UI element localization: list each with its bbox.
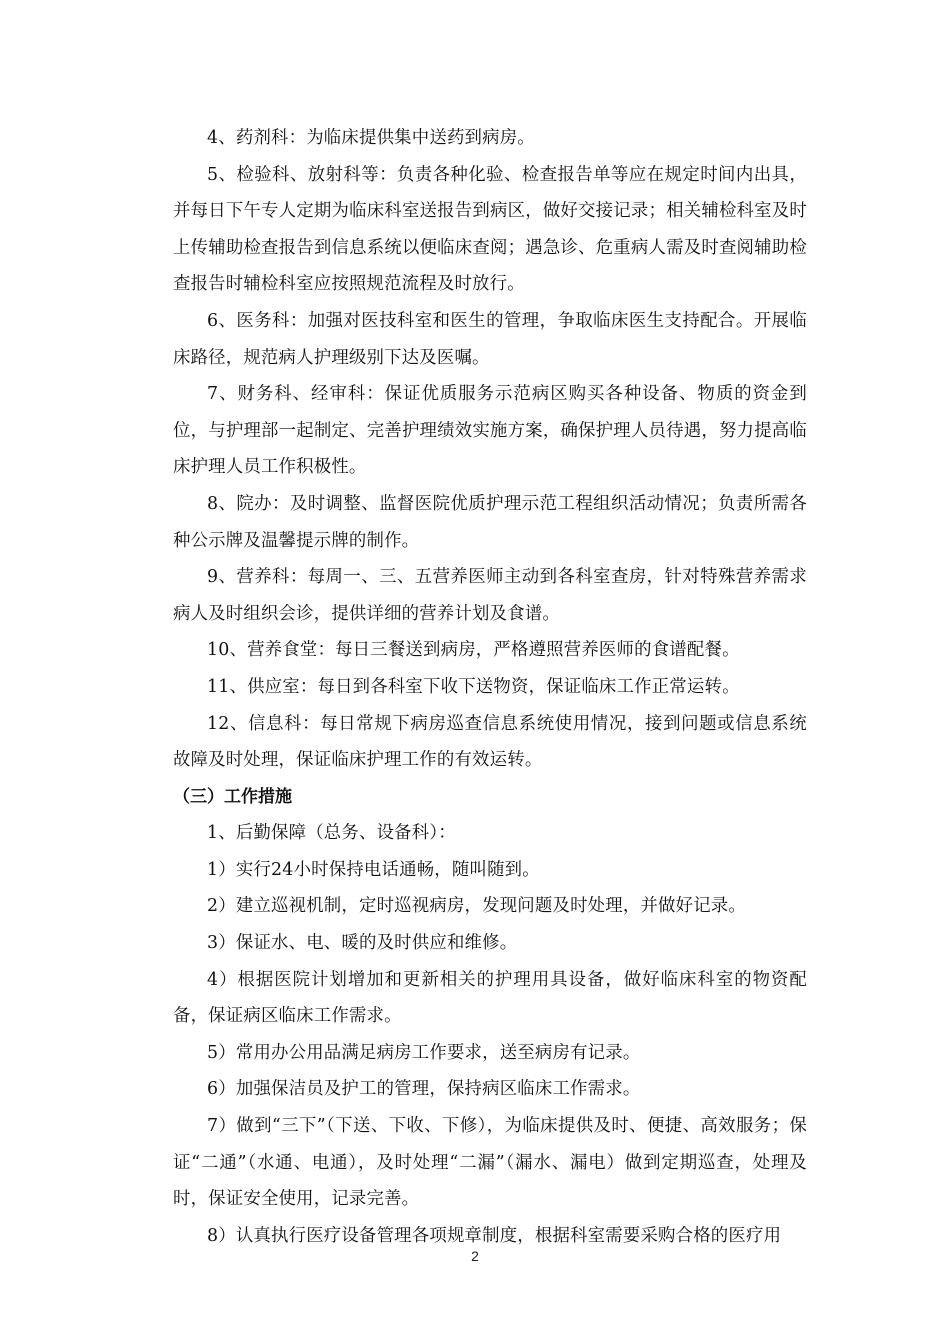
measure-logistics: 1、后勤保障（总务、设备科）： xyxy=(207,823,456,844)
measure-item-3: 3）保证水、电、暖的及时供应和维修。 xyxy=(207,933,518,954)
section-heading: （三）工作措施 xyxy=(173,786,292,807)
document-body xyxy=(173,120,807,1254)
measure-item-8: 8）认真执行医疗设备管理各项规章制度，根据科室需要采购合格的医疗用 xyxy=(207,1225,782,1246)
measure-item-6: 6）加强保洁员及护工的管理，保持病区临床工作需求。 xyxy=(207,1079,641,1100)
paragraph-it-department: 12、信息科：每日常规下病房巡查信息系统使用情况，接到问题或信息系统故障及时处理，保证临床护理工作的有效运转。 xyxy=(173,713,807,771)
paragraph-hospital-office: 8、院办：及时调整、监督医院优质护理示范工程组织活动情况；负责所需各种公示牌及温馨提示牌的制作。 xyxy=(173,493,807,551)
paragraph-lab-radiology: 5、检验科、放射科等：负责各种化验、检查报告单等应在规定时间内出具，并每日下午专人定期为临床科室送报告到病区，做好交接记录；相关辅检科室及时上传辅助检查报告到信息系统以便临床查阅；遇急诊、危重病人需及时查阅辅助检查报告时辅检科室应按照规范流程及时放行。 xyxy=(173,164,807,295)
paragraph-nutrition: 9、营养科：每周一、三、五营养医师主动到各科室查房，针对特殊营养需求病人及时组织会诊，提供详细的营养计划及食谱。 xyxy=(173,567,807,624)
measure-item-5: 5）常用办公用品满足病房工作要求，送至病房有记录。 xyxy=(207,1042,641,1063)
measure-item-7: 7）做到“三下”（下送、下收、下修），为临床提供及时、便捷、高效服务；保证“二通”（水通、电通），及时处理“二漏”（漏水、漏电）做到定期巡查，处理及时，保证安全使用，记录完善。 xyxy=(173,1116,807,1210)
paragraph-finance-audit: 7、财务科、经审科：保证优质服务示范病区购买各种设备、物质的资金到位，与护理部一起制定、完善护理绩效实施方案，确保护理人员待遇，努力提高临床护理人员工作积极性。 xyxy=(173,384,807,478)
page-number: 2 xyxy=(471,1248,479,1264)
measure-item-1: 1）实行24小时保持电话通畅，随叫随到。 xyxy=(207,859,540,880)
paragraph-canteen: 10、营养食堂：每日三餐送到病房，严格遵照营养医师的食谱配餐。 xyxy=(207,640,740,661)
measure-item-2: 2）建立巡视机制，定时巡视病房，发现问题及时处理，并做好记录。 xyxy=(207,896,746,917)
paragraph-supply-room: 11、供应室：每日到各科室下收下送物资，保证临床工作正常运转。 xyxy=(207,676,740,697)
measure-item-4: 4）根据医院计划增加和更新相关的护理用具设备，做好临床科室的物资配备，保证病区临床工作需求。 xyxy=(173,969,807,1027)
paragraph-medical-affairs: 6、医务科：加强对医技科室和医生的管理，争取临床医生支持配合。开展临床路径，规范病人护理级别下达及医嘱。 xyxy=(173,310,807,368)
paragraph-pharmacy: 4、药剂科：为临床提供集中送药到病房。 xyxy=(207,128,535,148)
